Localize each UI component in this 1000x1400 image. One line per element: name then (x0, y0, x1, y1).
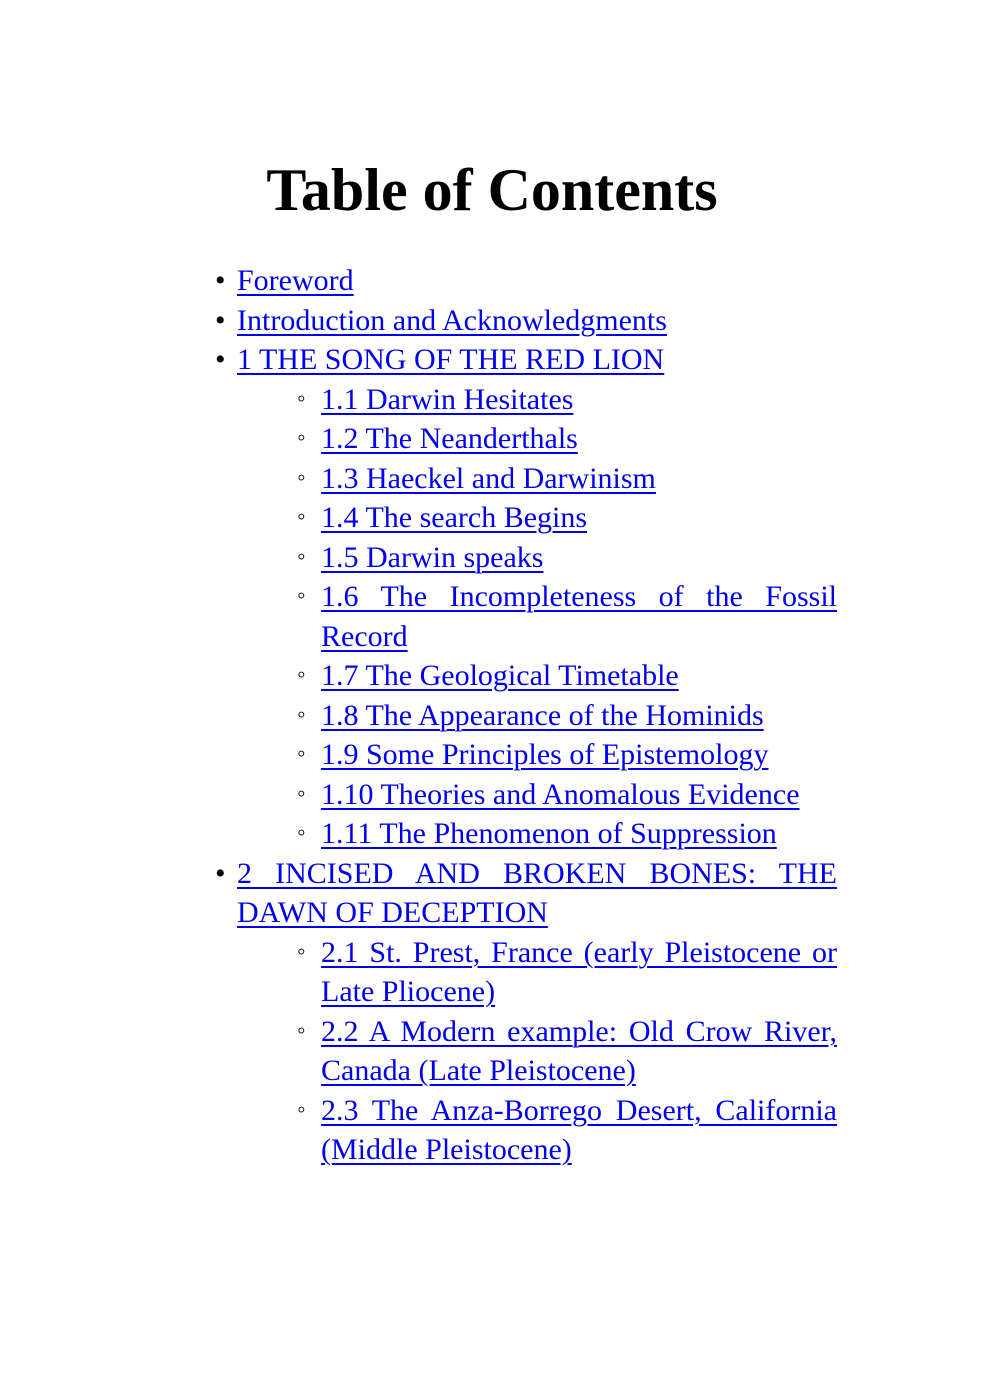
toc-link-chapter-1[interactable]: 1 THE SONG OF THE RED LION (237, 343, 665, 376)
toc-subitem (321, 459, 837, 499)
toc-subitem (321, 696, 837, 736)
toc-subitem (321, 380, 837, 420)
toc-subitem (321, 933, 837, 1012)
toc-link-section-1-5[interactable]: 1.5 Darwin speaks (321, 540, 544, 574)
toc-link-introduction[interactable]: Introduction and Acknowledgments (237, 303, 667, 337)
toc-link-section-1-6[interactable]: 1.6 The Incompleteness of the Fossil Record (321, 580, 837, 653)
page-title: Table of Contents (266, 157, 718, 223)
toc-subitem (321, 419, 837, 459)
toc-subitem (321, 735, 837, 775)
chapter-1-sections (237, 380, 837, 854)
toc-subitem (321, 1091, 837, 1170)
toc-subitem (321, 538, 837, 578)
toc-link-section-2-1[interactable]: 2.1 St. Prest, France (early Pleistocene or Late Pliocene) (321, 935, 837, 1008)
toc-item-chapter-1 (237, 340, 837, 854)
toc-subitem (321, 1012, 837, 1091)
toc-link-section-1-3[interactable]: 1.3 Haeckel and Darwinism (321, 461, 656, 495)
toc-subitem (321, 775, 837, 815)
toc-link-section-1-7[interactable]: 1.7 The Geological Timetable (321, 659, 679, 692)
toc-subitem (321, 656, 837, 696)
toc-subitem (321, 577, 837, 656)
toc-link-section-2-2[interactable]: 2.2 A Modern example: Old Crow River, Canada (Late Pleistocene) (321, 1014, 837, 1087)
toc-link-section-1-11[interactable]: 1.11 The Phenomenon of Suppression (321, 817, 777, 850)
toc-link-section-1-9[interactable]: 1.9 Some Principles of Epistemology (321, 738, 769, 771)
toc-link-section-1-2[interactable]: 1.2 The Neanderthals (321, 422, 578, 455)
toc-link-section-1-4[interactable]: 1.4 The search Begins (321, 501, 588, 534)
toc-link-section-1-8[interactable]: 1.8 The Appearance of the Hominids (321, 698, 764, 732)
chapter-2-sections (237, 933, 837, 1170)
toc-subitem (321, 814, 837, 854)
toc-item-chapter-2 (237, 854, 837, 1170)
toc-item-introduction (237, 301, 837, 341)
toc-item-foreword (237, 261, 837, 301)
toc-link-foreword[interactable]: Foreword (237, 264, 354, 297)
toc-link-section-2-3[interactable]: 2.3 The Anza-Borrego Desert, California (Middle Pleistocene) (321, 1093, 837, 1166)
toc-link-chapter-2[interactable]: 2 INCISED AND BROKEN BONES: THE DAWN OF DECEPTION (237, 856, 837, 929)
toc-link-section-1-10[interactable]: 1.10 Theories and Anomalous Evidence (321, 777, 800, 811)
table-of-contents (237, 261, 837, 1170)
toc-subitem (321, 498, 837, 538)
toc-link-section-1-1[interactable]: 1.1 Darwin Hesitates (321, 382, 574, 416)
